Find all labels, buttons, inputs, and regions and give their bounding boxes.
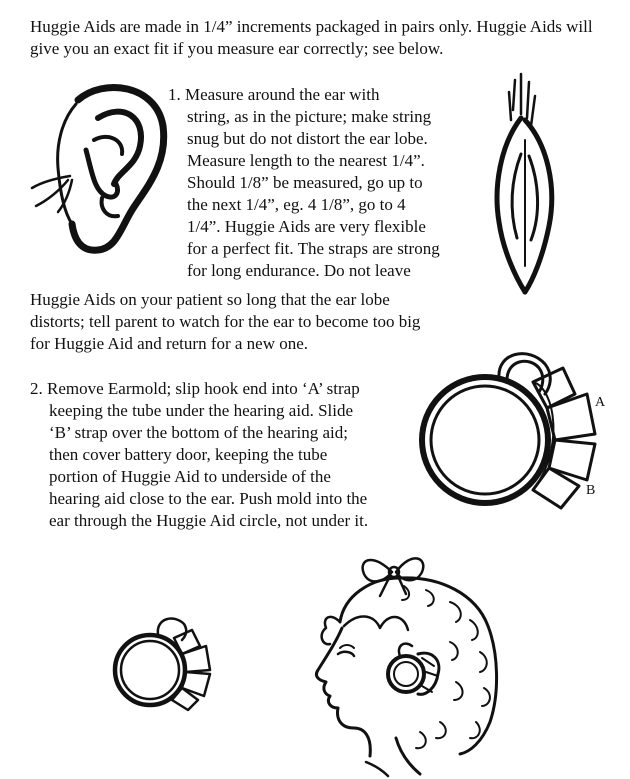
step-1-line: 1. Measure around the ear with xyxy=(168,85,380,104)
step-1-line: snug but do not distort the ear lobe. xyxy=(187,129,428,148)
step-1-text xyxy=(168,84,468,282)
step-1-continuation xyxy=(30,289,490,355)
step-2-line: keeping the tube under the hearing aid. Slide xyxy=(49,401,354,420)
step-1-line: for a perfect fit. The straps are strong xyxy=(187,239,440,258)
ear-with-string-icon xyxy=(28,80,168,260)
label-b: B xyxy=(586,483,596,498)
step-1-line: Huggie Aids on your patient so long that the ear lobe xyxy=(30,290,390,309)
step-2-line: ‘B’ strap over the bottom of the hearing aid; xyxy=(49,423,348,442)
huggie-aid-small-icon xyxy=(112,612,217,712)
step-2-line: then cover battery door, keeping the tube xyxy=(49,445,328,464)
step-1-line: the next 1/4”, eg. 4 1/8”, go to 4 xyxy=(187,195,406,214)
step-2-line: hearing aid close to the ear. Push mold into the xyxy=(49,489,368,508)
step-1-line: Should 1/8” be measured, go up to xyxy=(187,173,423,192)
step-1-line: 1/4”. Huggie Aids are very flexible xyxy=(187,217,426,236)
step-2-line: ear through the Huggie Aid circle, not under it. xyxy=(49,511,369,530)
step-2-line: portion of Huggie Aid to underside of the xyxy=(49,467,331,486)
step-2-line: 2. Remove Earmold; slip hook end into ‘A’ strap xyxy=(30,379,360,398)
ear-side-view-icon xyxy=(485,70,575,300)
step-1-line: for Huggie Aid and return for a new one. xyxy=(30,334,309,353)
step-2-text xyxy=(30,378,415,532)
step-1-line: Measure length to the nearest 1/4”. xyxy=(187,151,425,170)
step-1-line: string, as in the picture; make string xyxy=(187,107,432,126)
child-wearing-huggie-aid-icon xyxy=(300,542,515,777)
step-1-line: for long endurance. Do not leave xyxy=(187,261,411,280)
label-a: A xyxy=(595,395,606,410)
huggie-aid-diagram-icon xyxy=(415,348,615,523)
intro-paragraph: Huggie Aids are made in 1/4” increments packaged in pairs only. Huggie Aids will give you an exact fit if you measure ear correctly; see below. xyxy=(30,17,593,58)
step-1-line: distorts; tell parent to watch for the ear to become too big xyxy=(30,312,421,331)
